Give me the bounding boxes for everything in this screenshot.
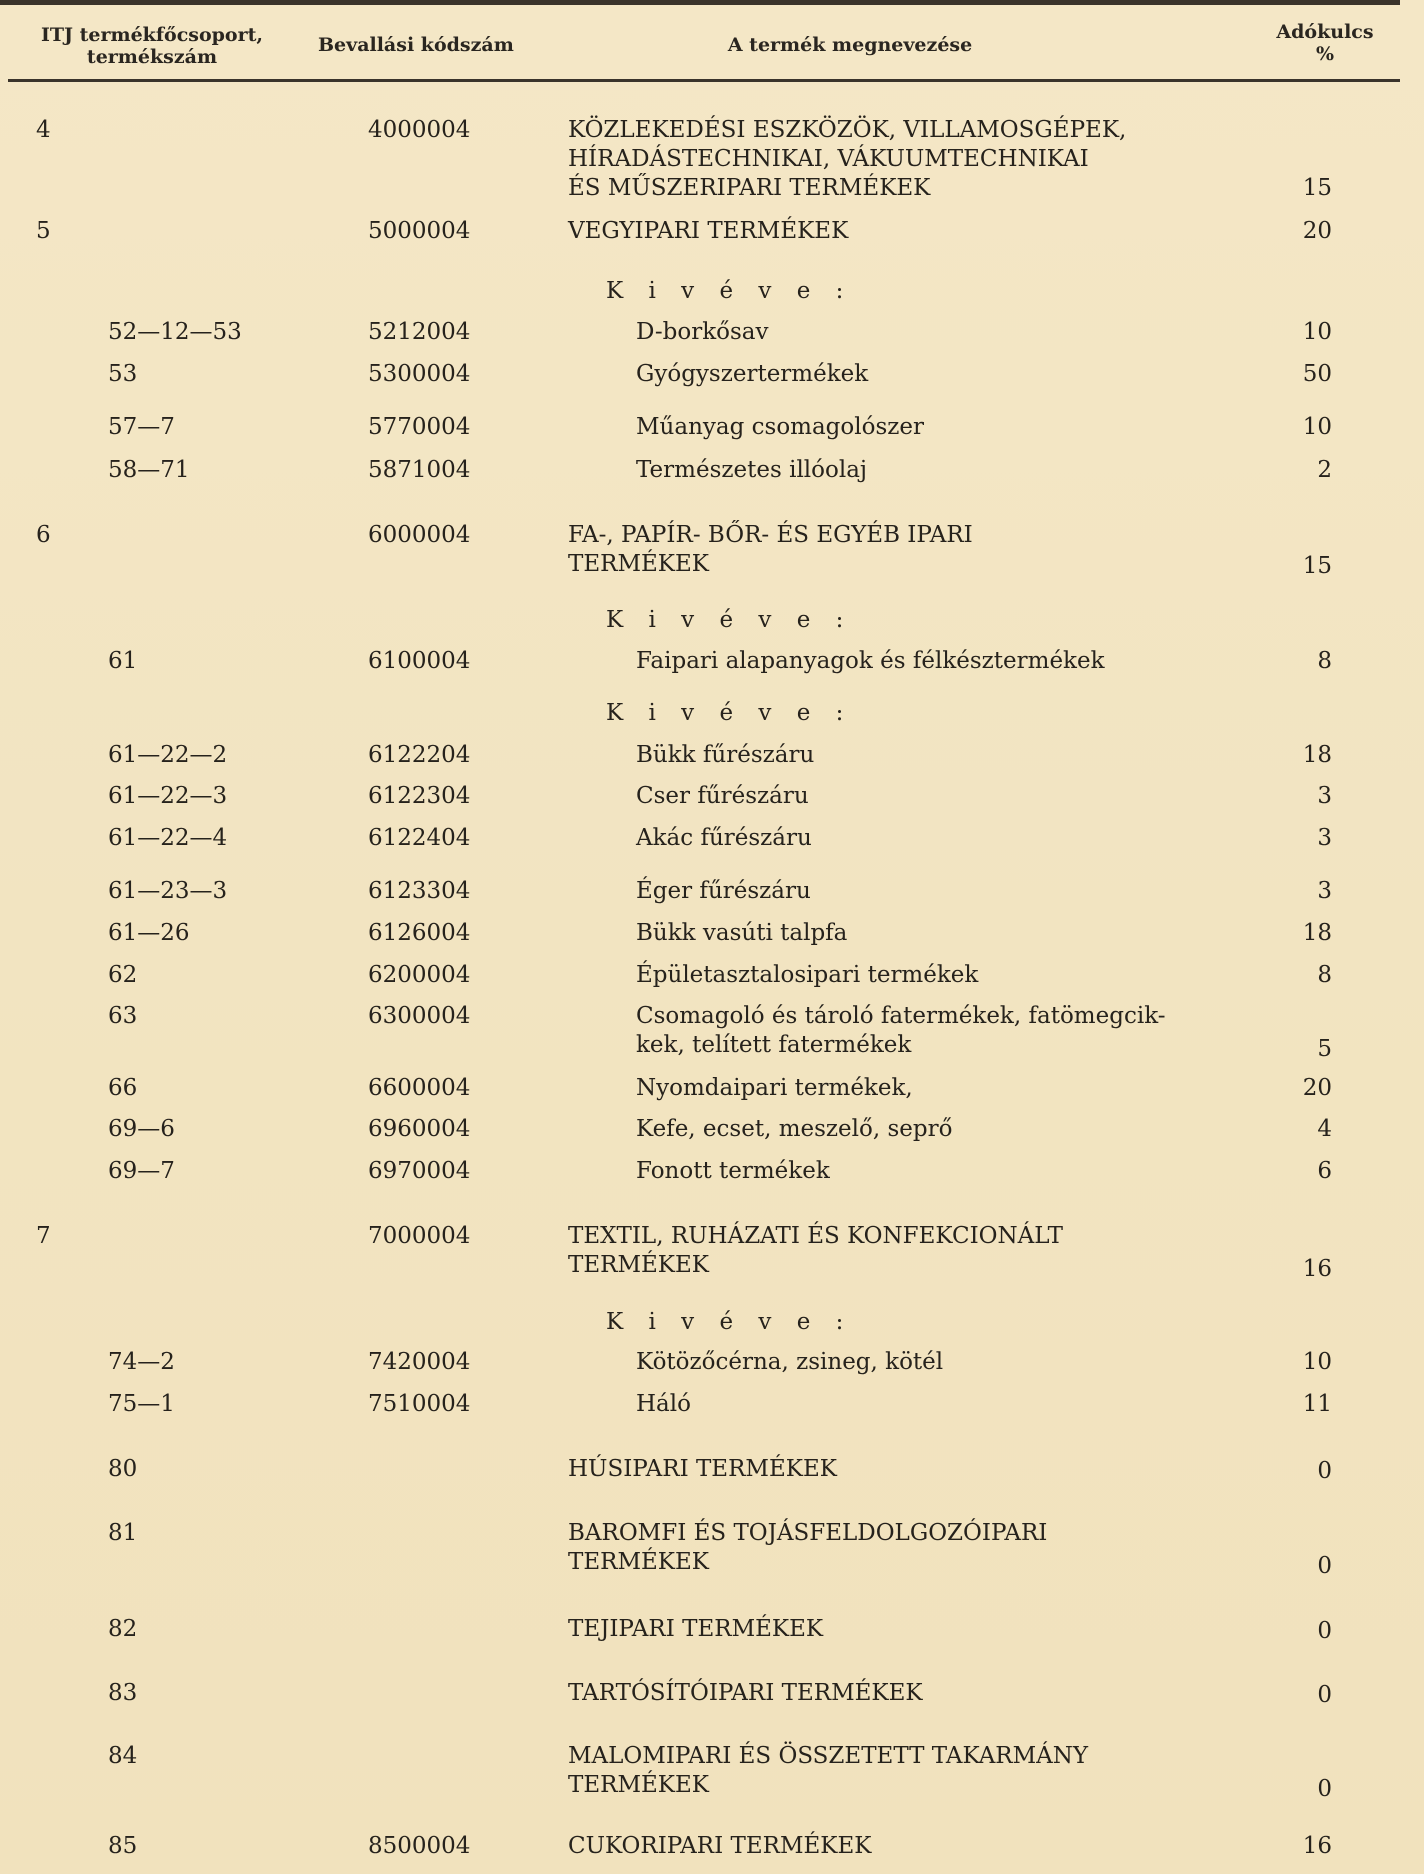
name-line: Nyomdaipari termékek, [636,1075,913,1101]
kod-cell: 6126004 [368,920,471,946]
rate-cell: 50 [1302,361,1332,387]
name-line: MALOMIPARI ÉS ÖSSZETETT TAKARMÁNY [568,1743,1089,1769]
itj-cell: 84 [108,1743,138,1769]
itj-cell: 63 [108,1003,138,1029]
header-rule [8,79,1400,82]
name-line: Épületasztalosipari termékek [636,962,979,988]
rate-cell: 16 [1302,1256,1332,1282]
itj-cell: 52—12—53 [108,319,242,345]
rate-cell: 10 [1302,414,1332,440]
itj-cell: 6 [36,522,51,548]
name-line: Kefe, ecset, meszelő, seprő [636,1116,953,1142]
name-line: ÉS MŰSZERIPARI TERMÉKEK [568,175,931,201]
itj-cell: 82 [108,1616,138,1642]
rate-cell: 0 [1317,1458,1332,1484]
itj-cell: 53 [108,361,138,387]
itj-cell: 61 [108,648,138,674]
itj-cell: 62 [108,962,138,988]
itj-cell: 61—22—4 [108,825,228,851]
itj-cell: 83 [108,1680,138,1706]
name-line: Cser fűrészáru [636,783,809,809]
name-line: TERMÉKEK [568,1772,709,1798]
itj-cell: 85 [108,1833,138,1859]
header-itj-line2: termékszám [86,46,218,68]
kod-cell: 5212004 [368,319,471,345]
kod-cell: 7000004 [368,1223,471,1249]
itj-cell: 7 [36,1223,51,1249]
itj-cell: 69—6 [108,1116,175,1142]
kiveve-label: K i v é v e : [606,700,853,726]
name-line: TARTÓSÍTÓIPARI TERMÉKEK [568,1680,923,1706]
itj-cell: 69—7 [108,1158,175,1184]
rate-cell: 3 [1317,825,1332,851]
kod-cell: 6122204 [368,742,471,768]
kod-cell: 6960004 [368,1116,471,1142]
kod-cell: 7420004 [368,1349,471,1375]
kod-cell: 6000004 [368,522,471,548]
header-megnevezes: A termék megnevezése [727,34,973,56]
itj-cell: 61—23—3 [108,878,228,904]
kod-cell: 4000004 [368,117,471,143]
name-line: BAROMFI ÉS TOJÁSFELDOLGOZÓIPARI [568,1520,1048,1546]
rate-cell: 8 [1317,962,1332,988]
kod-cell: 6123304 [368,878,471,904]
itj-cell: 61—22—2 [108,742,228,768]
name-line: Gyógyszertermékek [636,361,869,387]
name-line: HÍRADÁSTECHNIKAI, VÁKUUMTECHNIKAI [568,146,1089,172]
kod-cell: 7510004 [368,1391,471,1417]
header-kodszam: Bevallási kódszám [318,34,514,56]
name-line: KÖZLEKEDÉSI ESZKÖZÖK, VILLAMOSGÉPEK, [568,117,1127,143]
name-line: FA-, PAPÍR- BŐR- ÉS EGYÉB IPARI [568,522,973,548]
name-line: Éger fűrészáru [636,878,811,904]
name-line: TEJIPARI TERMÉKEK [568,1616,824,1642]
rate-cell: 3 [1317,783,1332,809]
name-line: Műanyag csomagolószer [636,414,924,440]
rate-cell: 4 [1317,1116,1332,1142]
rate-cell: 10 [1302,319,1332,345]
name-line: Háló [636,1391,691,1417]
itj-cell: 57—7 [108,414,175,440]
rate-cell: 2 [1317,457,1332,483]
itj-cell: 61—22—3 [108,783,228,809]
kod-cell: 6122304 [368,783,471,809]
name-line: TERMÉKEK [568,551,709,577]
header-adokulcs-line1: Adókulcs [1276,21,1374,43]
name-line: Bükk fűrészáru [636,742,815,768]
rate-cell: 3 [1317,878,1332,904]
name-line: D-borkősav [636,319,769,345]
kod-cell: 6100004 [368,648,471,674]
rate-cell: 20 [1302,218,1332,244]
rate-cell: 0 [1317,1776,1332,1802]
name-line: HÚSIPARI TERMÉKEK [568,1456,837,1482]
itj-cell: 66 [108,1075,138,1101]
itj-cell: 80 [108,1456,138,1482]
name-line: Csomagoló és tároló fatermékek, fatömegcik- [636,1003,1166,1029]
name-line: Bükk vasúti talpfa [636,920,848,946]
name-line: Akác fűrészáru [636,825,812,851]
rate-cell: 11 [1302,1391,1332,1417]
rate-cell: 5 [1317,1036,1332,1062]
rate-cell: 20 [1302,1075,1332,1101]
name-line: Fonott termékek [636,1158,830,1184]
kod-cell: 6122404 [368,825,471,851]
header-adokulcs-line2: % [1315,43,1335,65]
name-line: Faipari alapanyagok és félkésztermékek [636,648,1105,674]
rate-cell: 18 [1302,920,1332,946]
rate-cell: 6 [1317,1158,1332,1184]
name-line: VEGYIPARI TERMÉKEK [568,218,849,244]
itj-cell: 81 [108,1520,138,1546]
itj-cell: 4 [36,117,51,143]
rate-cell: 15 [1302,553,1332,579]
rate-cell: 16 [1302,1833,1332,1859]
name-line: CUKORIPARI TERMÉKEK [568,1833,872,1859]
kiveve-label: K i v é v e : [606,1309,853,1335]
kod-cell: 5000004 [368,218,471,244]
name-line: TERMÉKEK [568,1252,709,1278]
kod-cell: 6200004 [368,962,471,988]
name-line: TEXTIL, RUHÁZATI ÉS KONFEKCIONÁLT [568,1223,1063,1249]
name-line: TERMÉKEK [568,1549,709,1575]
kod-cell: 8500004 [368,1833,471,1859]
kod-cell: 6300004 [368,1003,471,1029]
itj-cell: 5 [36,218,51,244]
rate-cell: 0 [1317,1553,1332,1579]
kod-cell: 5871004 [368,457,471,483]
rate-cell: 10 [1302,1349,1332,1375]
itj-cell: 75—1 [108,1391,175,1417]
itj-cell: 58—71 [108,457,190,483]
kod-cell: 6600004 [368,1075,471,1101]
rate-cell: 0 [1317,1682,1332,1708]
kod-cell: 5300004 [368,361,471,387]
header-adokulcs [1255,21,1395,65]
rate-cell: 15 [1302,175,1332,201]
name-line: kek, telített fatermékek [636,1032,912,1058]
name-line: Természetes illóolaj [636,457,868,483]
header-itj-line1: ITJ termékfőcsoport, [40,24,263,46]
header-itj [12,24,292,68]
kod-cell: 5770004 [368,414,471,440]
itj-cell: 61—26 [108,920,190,946]
kod-cell: 6970004 [368,1158,471,1184]
itj-cell: 74—2 [108,1349,175,1375]
rate-cell: 18 [1302,742,1332,768]
top-rule [0,0,1400,5]
kiveve-label: K i v é v e : [606,278,853,304]
rate-cell: 0 [1317,1618,1332,1644]
kiveve-label: K i v é v e : [606,607,853,633]
rate-cell: 8 [1317,648,1332,674]
name-line: Kötözőcérna, zsineg, kötél [636,1349,944,1375]
